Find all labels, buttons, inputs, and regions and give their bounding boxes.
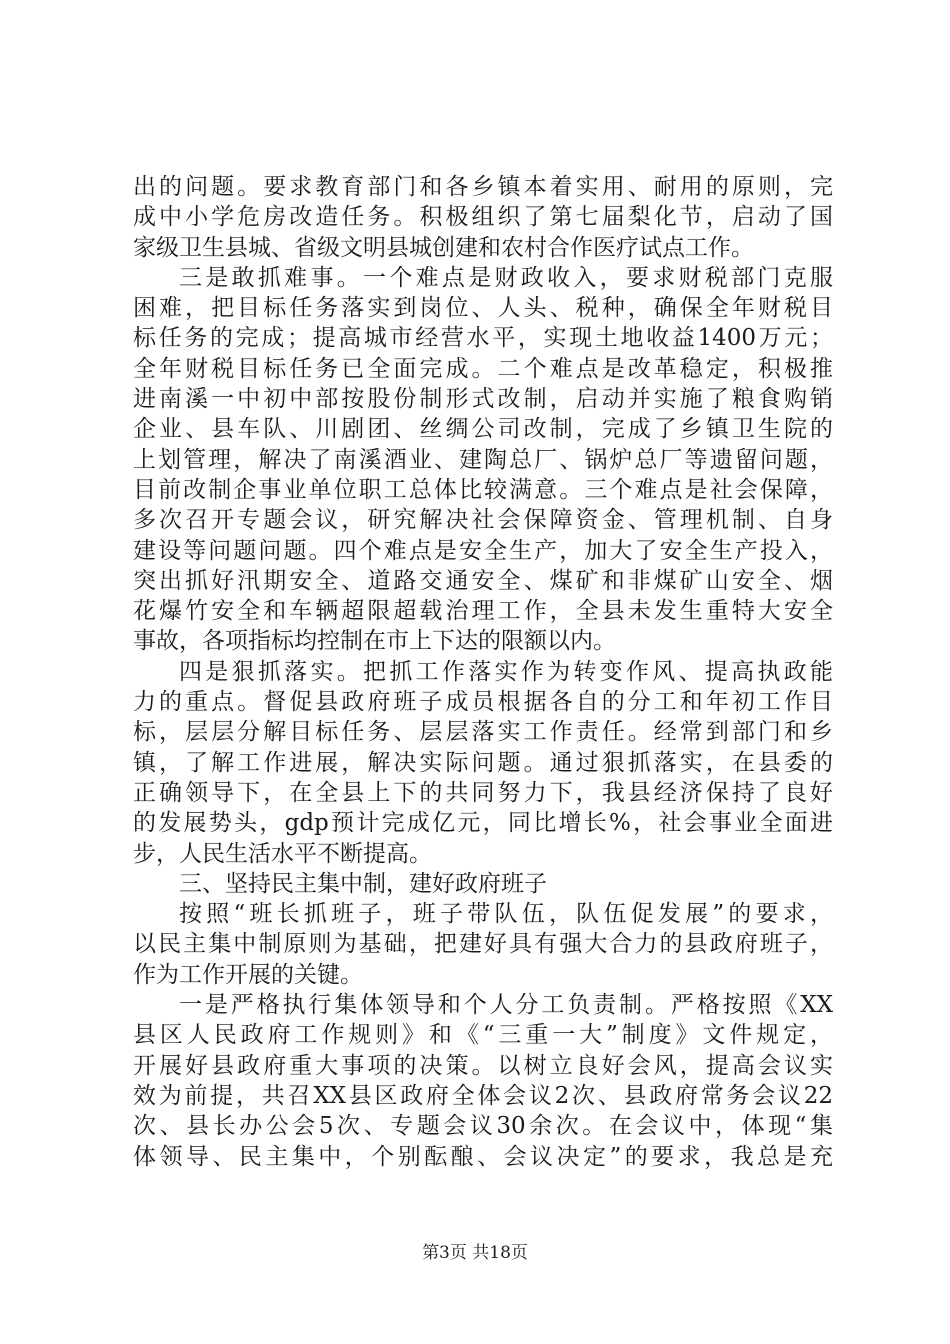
text-line: 上划管理，解决了南溪酒业、建陶总厂、锅炉总厂等遗留问题， <box>133 446 833 473</box>
text-line: 次、县长办公会5次、专题会议30余次。在会议中，体现“集 <box>133 1113 833 1140</box>
text-line: 目前改制企事业单位职工总体比较满意。三个难点是社会保障， <box>133 476 833 503</box>
text-line: 三、坚持民主集中制，建好政府班子 <box>179 870 547 897</box>
document-body <box>133 172 833 1172</box>
text-line: 作为工作开展的关键。 <box>133 961 363 988</box>
text-line: 以民主集中制原则为基础，把建好具有强大合力的县政府班子， <box>133 931 833 958</box>
text-line: 四是狠抓落实。把抓工作落实作为转变作风、提高执政能 <box>179 658 833 685</box>
text-line: 成中小学危房改造任务。积极组织了第七届梨化节，启动了国 <box>133 204 833 231</box>
text-line: 标，层层分解目标任务、层层落实工作责任。经常到部门和乡 <box>133 719 833 746</box>
text-line: 正确领导下，在全县上下的共同努力下，我县经济保持了良好 <box>133 779 833 806</box>
text-line: 体领导、民主集中，个别酝酿、会议决定”的要求，我总是充 <box>133 1143 833 1170</box>
text-line: 镇，了解工作进展，解决实际问题。通过狠抓落实，在县委的 <box>133 749 833 776</box>
text-line: 家级卫生县城、省级文明县城创建和农村合作医疗试点工作。 <box>133 234 754 261</box>
text-line: 出的问题。要求教育部门和各乡镇本着实用、耐用的原则，完 <box>133 174 833 200</box>
text-line: 开展好县政府重大事项的决策。以树立良好会风，提高会议实 <box>133 1052 833 1079</box>
text-line: 县区人民政府工作规则》和《“三重一大”制度》文件规定， <box>133 1022 833 1049</box>
text-line: 三是敢抓难事。一个难点是财政收入，要求财税部门克服 <box>179 264 833 291</box>
text-line: 力的重点。督促县政府班子成员根据各自的分工和年初工作目 <box>133 689 833 716</box>
text-line: 按照“班长抓班子，班子带队伍，队伍促发展”的要求， <box>179 901 833 928</box>
text-line: 的发展势头，gdp预计完成亿元，同比增长%，社会事业全面进 <box>133 810 833 837</box>
text-line: 一是严格执行集体领导和个人分工负责制。严格按照《XX <box>179 992 833 1019</box>
text-line: 突出抓好汛期安全、道路交通安全、煤矿和非煤矿山安全、烟 <box>133 567 833 594</box>
text-line: 步，人民生活水平不断提高。 <box>133 840 432 867</box>
text-line: 建设等问题问题。四个难点是安全生产，加大了安全生产投入， <box>133 537 833 564</box>
text-line: 效为前提，共召XX县区政府全体会议2次、县政府常务会议22 <box>133 1082 833 1109</box>
text-line: 困难，把目标任务落实到岗位、人头、税种，确保全年财税目 <box>133 295 833 322</box>
text-line: 花爆竹安全和车辆超限超载治理工作，全县未发生重特大安全 <box>133 598 833 625</box>
text-line: 多次召开专题会议，研究解决社会保障资金、管理机制、自身 <box>133 507 833 534</box>
text-line: 企业、县车队、川剧团、丝绸公司改制，完成了乡镇卫生院的 <box>133 416 833 443</box>
text-line: 全年财税目标任务已全面完成。二个难点是改革稳定，积极推 <box>133 355 833 382</box>
page-footer: 第3页 共18页 <box>422 1243 528 1263</box>
text-line: 标任务的完成；提高城市经营水平，实现土地收益1400万元； <box>133 325 833 352</box>
text-line: 事故，各项指标均控制在市上下达的限额以内。 <box>133 628 616 655</box>
text-line: 进南溪一中初中部按股份制形式改制，启动并实施了粮食购销 <box>133 386 833 413</box>
